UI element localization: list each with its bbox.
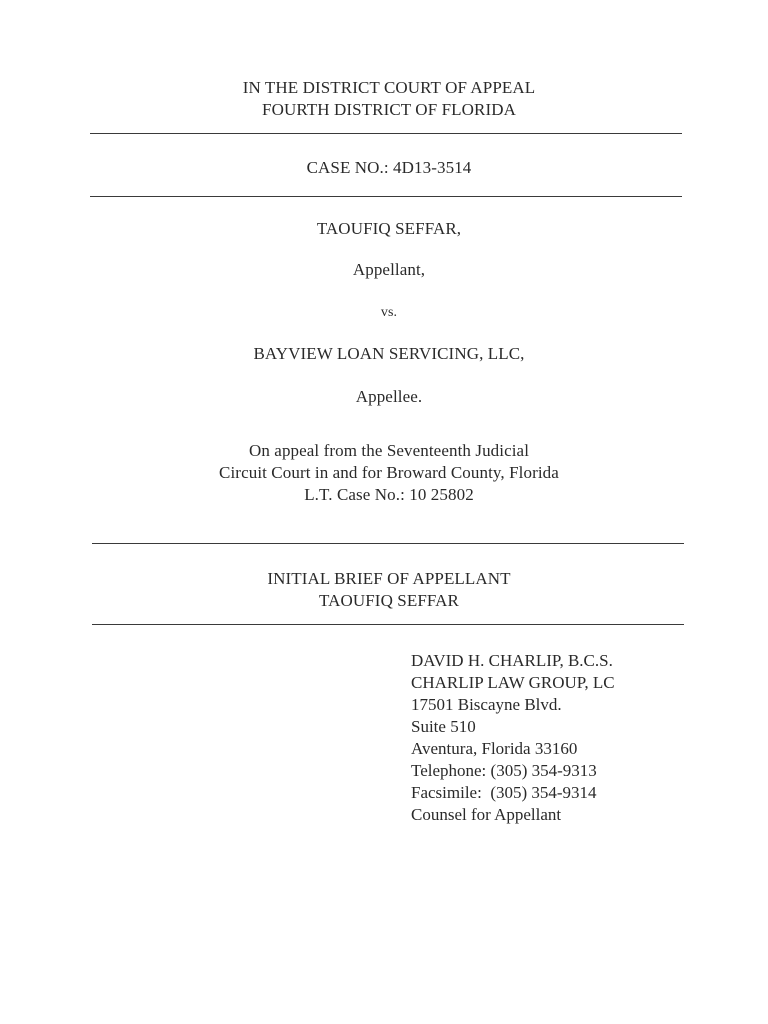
divider-rule [90, 196, 682, 197]
counsel-role: Counsel for Appellant [411, 805, 562, 824]
appeal-info-line-1: On appeal from the Seventeenth Judicial [248, 441, 530, 460]
appellee-name: BAYVIEW LOAN SERVICING, LLC, [253, 344, 525, 363]
divider-rule [90, 133, 682, 134]
court-name-line-2: FOURTH DISTRICT OF FLORIDA [262, 100, 516, 119]
brief-title-line-1: INITIAL BRIEF OF APPELLANT [267, 569, 511, 588]
brief-title-line-2: TAOUFIQ SEFFAR [319, 591, 459, 610]
counsel-suite: Suite 510 [411, 717, 476, 736]
counsel-signature-block [411, 650, 615, 826]
versus-label: vs. [380, 305, 398, 320]
lower-tribunal-case-number: L.T. Case No.: 10 25802 [304, 485, 474, 504]
counsel-firm: CHARLIP LAW GROUP, LC [411, 673, 615, 692]
counsel-telephone: Telephone: (305) 354-9313 [411, 761, 597, 780]
counsel-city: Aventura, Florida 33160 [411, 739, 578, 758]
appellant-name: TAOUFIQ SEFFAR, [316, 219, 462, 238]
divider-rule [92, 543, 684, 544]
appeal-info-line-2: Circuit Court in and for Broward County, Florida [219, 463, 559, 482]
counsel-facsimile: Facsimile: (305) 354-9314 [411, 783, 597, 802]
counsel-street: 17501 Biscayne Blvd. [411, 695, 562, 714]
court-name-line-1: IN THE DISTRICT COURT OF APPEAL [242, 78, 536, 97]
appellee-role: Appellee. [355, 387, 423, 406]
appellant-role: Appellant, [352, 260, 426, 279]
counsel-name: DAVID H. CHARLIP, B.C.S. [411, 651, 613, 670]
case-number: CASE NO.: 4D13-3514 [306, 158, 472, 177]
divider-rule [92, 624, 684, 625]
